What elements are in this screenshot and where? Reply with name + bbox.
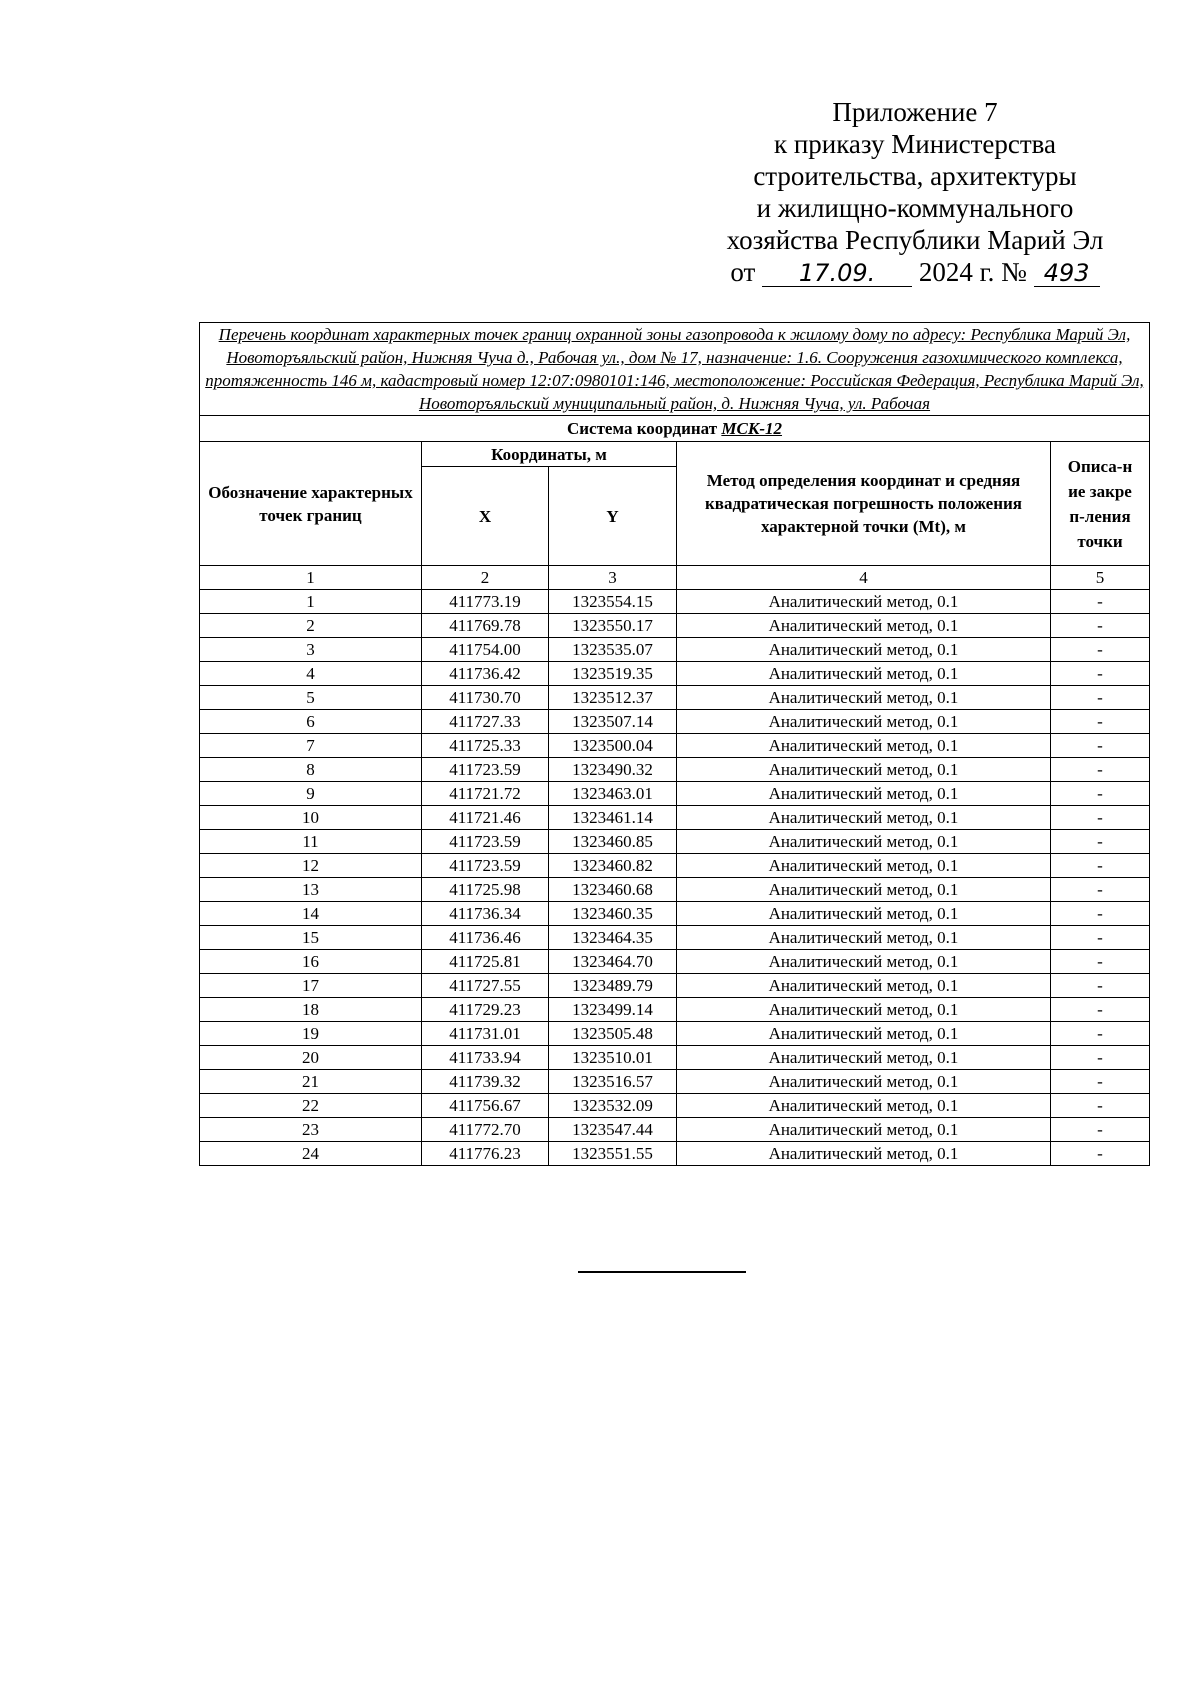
description-cell: - xyxy=(1051,1118,1150,1142)
y-coordinate-cell: 1323499.14 xyxy=(549,998,677,1022)
table-row xyxy=(200,710,1150,734)
point-number-cell: 3 xyxy=(200,638,422,662)
x-coordinate-cell: 411725.33 xyxy=(422,734,549,758)
order-date-line xyxy=(700,256,1130,288)
y-coordinate-cell: 1323550.17 xyxy=(549,614,677,638)
handwritten-order-number: 493 xyxy=(1034,260,1100,287)
description-cell: - xyxy=(1051,1142,1150,1166)
closing-divider-line xyxy=(578,1271,746,1273)
description-cell: - xyxy=(1051,830,1150,854)
x-coordinate-cell: 411727.55 xyxy=(422,974,549,998)
coordinate-system-value: МСК-12 xyxy=(721,419,783,438)
x-coordinate-cell: 411721.46 xyxy=(422,806,549,830)
table-row xyxy=(200,734,1150,758)
header-x: X xyxy=(422,467,549,566)
x-coordinate-cell: 411736.46 xyxy=(422,926,549,950)
point-number-cell: 21 xyxy=(200,1070,422,1094)
description-cell: - xyxy=(1051,614,1150,638)
table-row xyxy=(200,974,1150,998)
header-points: Обозначение характерных точек границ xyxy=(200,442,422,566)
y-coordinate-cell: 1323547.44 xyxy=(549,1118,677,1142)
header-description: Описа-ние закреп-ления точки xyxy=(1051,442,1150,566)
point-number-cell: 13 xyxy=(200,878,422,902)
method-cell: Аналитический метод, 0.1 xyxy=(677,734,1051,758)
table-row xyxy=(200,638,1150,662)
y-coordinate-cell: 1323460.68 xyxy=(549,878,677,902)
y-coordinate-cell: 1323535.07 xyxy=(549,638,677,662)
description-cell: - xyxy=(1051,662,1150,686)
y-coordinate-cell: 1323507.14 xyxy=(549,710,677,734)
table-row xyxy=(200,806,1150,830)
table-row xyxy=(200,614,1150,638)
description-cell: - xyxy=(1051,806,1150,830)
point-number-cell: 12 xyxy=(200,854,422,878)
column-number-2: 2 xyxy=(422,566,549,590)
method-cell: Аналитический метод, 0.1 xyxy=(677,902,1051,926)
x-coordinate-cell: 411736.34 xyxy=(422,902,549,926)
point-number-cell: 9 xyxy=(200,782,422,806)
description-cell: - xyxy=(1051,638,1150,662)
method-cell: Аналитический метод, 0.1 xyxy=(677,614,1051,638)
method-cell: Аналитический метод, 0.1 xyxy=(677,758,1051,782)
column-number-5: 5 xyxy=(1051,566,1150,590)
y-coordinate-cell: 1323510.01 xyxy=(549,1046,677,1070)
table-row xyxy=(200,830,1150,854)
method-cell: Аналитический метод, 0.1 xyxy=(677,950,1051,974)
y-coordinate-cell: 1323512.37 xyxy=(549,686,677,710)
coordinate-system xyxy=(200,416,1150,442)
description-cell: - xyxy=(1051,950,1150,974)
table-row xyxy=(200,1118,1150,1142)
column-number-3: 3 xyxy=(549,566,677,590)
description-cell: - xyxy=(1051,854,1150,878)
x-coordinate-cell: 411754.00 xyxy=(422,638,549,662)
header-y: Y xyxy=(549,467,677,566)
method-cell: Аналитический метод, 0.1 xyxy=(677,638,1051,662)
table-row xyxy=(200,1142,1150,1166)
y-coordinate-cell: 1323516.57 xyxy=(549,1070,677,1094)
table-row xyxy=(200,878,1150,902)
description-cell: - xyxy=(1051,734,1150,758)
table-row xyxy=(200,1070,1150,1094)
point-number-cell: 17 xyxy=(200,974,422,998)
method-cell: Аналитический метод, 0.1 xyxy=(677,830,1051,854)
column-number-1: 1 xyxy=(200,566,422,590)
x-coordinate-cell: 411773.19 xyxy=(422,590,549,614)
header-coordinates: Координаты, м xyxy=(422,442,677,467)
point-number-cell: 20 xyxy=(200,1046,422,1070)
description-cell: - xyxy=(1051,902,1150,926)
point-number-cell: 18 xyxy=(200,998,422,1022)
table-row xyxy=(200,782,1150,806)
y-coordinate-cell: 1323460.82 xyxy=(549,854,677,878)
table-row xyxy=(200,590,1150,614)
coordinates-table xyxy=(199,322,1150,1166)
y-coordinate-cell: 1323490.32 xyxy=(549,758,677,782)
y-coordinate-cell: 1323519.35 xyxy=(549,662,677,686)
description-cell: - xyxy=(1051,686,1150,710)
description-cell: - xyxy=(1051,782,1150,806)
table-row xyxy=(200,1094,1150,1118)
x-coordinate-cell: 411729.23 xyxy=(422,998,549,1022)
x-coordinate-cell: 411723.59 xyxy=(422,854,549,878)
method-cell: Аналитический метод, 0.1 xyxy=(677,854,1051,878)
date-prefix: от xyxy=(730,257,756,287)
x-coordinate-cell: 411723.59 xyxy=(422,830,549,854)
y-coordinate-cell: 1323505.48 xyxy=(549,1022,677,1046)
method-cell: Аналитический метод, 0.1 xyxy=(677,878,1051,902)
coordinate-system-label: Система координат xyxy=(566,419,718,438)
x-coordinate-cell: 411756.67 xyxy=(422,1094,549,1118)
description-cell: - xyxy=(1051,710,1150,734)
table-row xyxy=(200,1022,1150,1046)
method-cell: Аналитический метод, 0.1 xyxy=(677,998,1051,1022)
x-coordinate-cell: 411731.01 xyxy=(422,1022,549,1046)
x-coordinate-cell: 411727.33 xyxy=(422,710,549,734)
y-coordinate-cell: 1323500.04 xyxy=(549,734,677,758)
point-number-cell: 15 xyxy=(200,926,422,950)
x-coordinate-cell: 411723.59 xyxy=(422,758,549,782)
method-cell: Аналитический метод, 0.1 xyxy=(677,1046,1051,1070)
description-cell: - xyxy=(1051,1094,1150,1118)
point-number-cell: 23 xyxy=(200,1118,422,1142)
point-number-cell: 16 xyxy=(200,950,422,974)
x-coordinate-cell: 411772.70 xyxy=(422,1118,549,1142)
y-coordinate-cell: 1323460.85 xyxy=(549,830,677,854)
table-row xyxy=(200,998,1150,1022)
header-line-4: и жилищно-коммунального xyxy=(756,193,1074,223)
point-number-cell: 7 xyxy=(200,734,422,758)
y-coordinate-cell: 1323532.09 xyxy=(549,1094,677,1118)
y-coordinate-cell: 1323554.15 xyxy=(549,590,677,614)
table-row xyxy=(200,950,1150,974)
point-number-cell: 19 xyxy=(200,1022,422,1046)
point-number-cell: 10 xyxy=(200,806,422,830)
point-number-cell: 6 xyxy=(200,710,422,734)
table-row xyxy=(200,926,1150,950)
table-row xyxy=(200,902,1150,926)
column-number-4: 4 xyxy=(677,566,1051,590)
description-cell: - xyxy=(1051,1022,1150,1046)
description-cell: - xyxy=(1051,974,1150,998)
x-coordinate-cell: 411730.70 xyxy=(422,686,549,710)
header-row-1 xyxy=(200,442,1150,467)
method-cell: Аналитический метод, 0.1 xyxy=(677,926,1051,950)
x-coordinate-cell: 411725.81 xyxy=(422,950,549,974)
point-number-cell: 1 xyxy=(200,590,422,614)
y-coordinate-cell: 1323463.01 xyxy=(549,782,677,806)
description-cell: - xyxy=(1051,758,1150,782)
order-year-label: 2024 г. № xyxy=(918,257,1027,287)
header-line-5: хозяйства Республики Марий Эл xyxy=(726,225,1104,255)
x-coordinate-cell: 411733.94 xyxy=(422,1046,549,1070)
point-number-cell: 5 xyxy=(200,686,422,710)
description-cell: - xyxy=(1051,590,1150,614)
x-coordinate-cell: 411721.72 xyxy=(422,782,549,806)
method-cell: Аналитический метод, 0.1 xyxy=(677,1094,1051,1118)
appendix-header xyxy=(700,96,1130,288)
method-cell: Аналитический метод, 0.1 xyxy=(677,1142,1051,1166)
y-coordinate-cell: 1323461.14 xyxy=(549,806,677,830)
method-cell: Аналитический метод, 0.1 xyxy=(677,686,1051,710)
appendix-title: Приложение 7 xyxy=(832,97,998,127)
description-cell: - xyxy=(1051,926,1150,950)
method-cell: Аналитический метод, 0.1 xyxy=(677,710,1051,734)
method-cell: Аналитический метод, 0.1 xyxy=(677,662,1051,686)
y-coordinate-cell: 1323464.70 xyxy=(549,950,677,974)
method-cell: Аналитический метод, 0.1 xyxy=(677,806,1051,830)
header-line-3: строительства, архитектуры xyxy=(753,161,1077,191)
description-cell: - xyxy=(1051,1046,1150,1070)
point-number-cell: 14 xyxy=(200,902,422,926)
header-method: Метод определения координат и средняя квадратическая погрешность положения характерной точки (Mt), м xyxy=(677,442,1051,566)
description-cell: - xyxy=(1051,878,1150,902)
column-number-row xyxy=(200,566,1150,590)
y-coordinate-cell: 1323464.35 xyxy=(549,926,677,950)
x-coordinate-cell: 411769.78 xyxy=(422,614,549,638)
table-row xyxy=(200,854,1150,878)
x-coordinate-cell: 411739.32 xyxy=(422,1070,549,1094)
point-number-cell: 8 xyxy=(200,758,422,782)
y-coordinate-cell: 1323551.55 xyxy=(549,1142,677,1166)
x-coordinate-cell: 411736.42 xyxy=(422,662,549,686)
method-cell: Аналитический метод, 0.1 xyxy=(677,1022,1051,1046)
table-row xyxy=(200,758,1150,782)
table-row xyxy=(200,662,1150,686)
header-line-2: к приказу Министерства xyxy=(773,129,1057,159)
method-cell: Аналитический метод, 0.1 xyxy=(677,590,1051,614)
description-cell: - xyxy=(1051,1070,1150,1094)
method-cell: Аналитический метод, 0.1 xyxy=(677,1118,1051,1142)
point-number-cell: 2 xyxy=(200,614,422,638)
method-cell: Аналитический метод, 0.1 xyxy=(677,782,1051,806)
point-number-cell: 22 xyxy=(200,1094,422,1118)
point-number-cell: 4 xyxy=(200,662,422,686)
table-title: Перечень координат характерных точек границ охранной зоны газопровода к жилому дому по адресу: Республика Марий Эл, Новоторъяльский район, Нижняя Чуча д., Рабочая ул., дом № 17, назначение: 1.6. Сооружения газохимического комплекса, протяженность 146 м, кадастровый номер 12:07:0980101:146, местоположение: Российская Федерация, Республика Марий Эл, Новоторъяльский муниципальный район, д. Нижняя Чуча, ул. Рабочая xyxy=(200,323,1150,416)
y-coordinate-cell: 1323460.35 xyxy=(549,902,677,926)
handwritten-date: 17.09. xyxy=(762,260,912,287)
x-coordinate-cell: 411725.98 xyxy=(422,878,549,902)
y-coordinate-cell: 1323489.79 xyxy=(549,974,677,998)
coordinate-system-row xyxy=(200,416,1150,442)
table-title-row xyxy=(200,323,1150,416)
point-number-cell: 24 xyxy=(200,1142,422,1166)
method-cell: Аналитический метод, 0.1 xyxy=(677,1070,1051,1094)
description-cell: - xyxy=(1051,998,1150,1022)
method-cell: Аналитический метод, 0.1 xyxy=(677,974,1051,998)
point-number-cell: 11 xyxy=(200,830,422,854)
table-row xyxy=(200,1046,1150,1070)
x-coordinate-cell: 411776.23 xyxy=(422,1142,549,1166)
table-row xyxy=(200,686,1150,710)
